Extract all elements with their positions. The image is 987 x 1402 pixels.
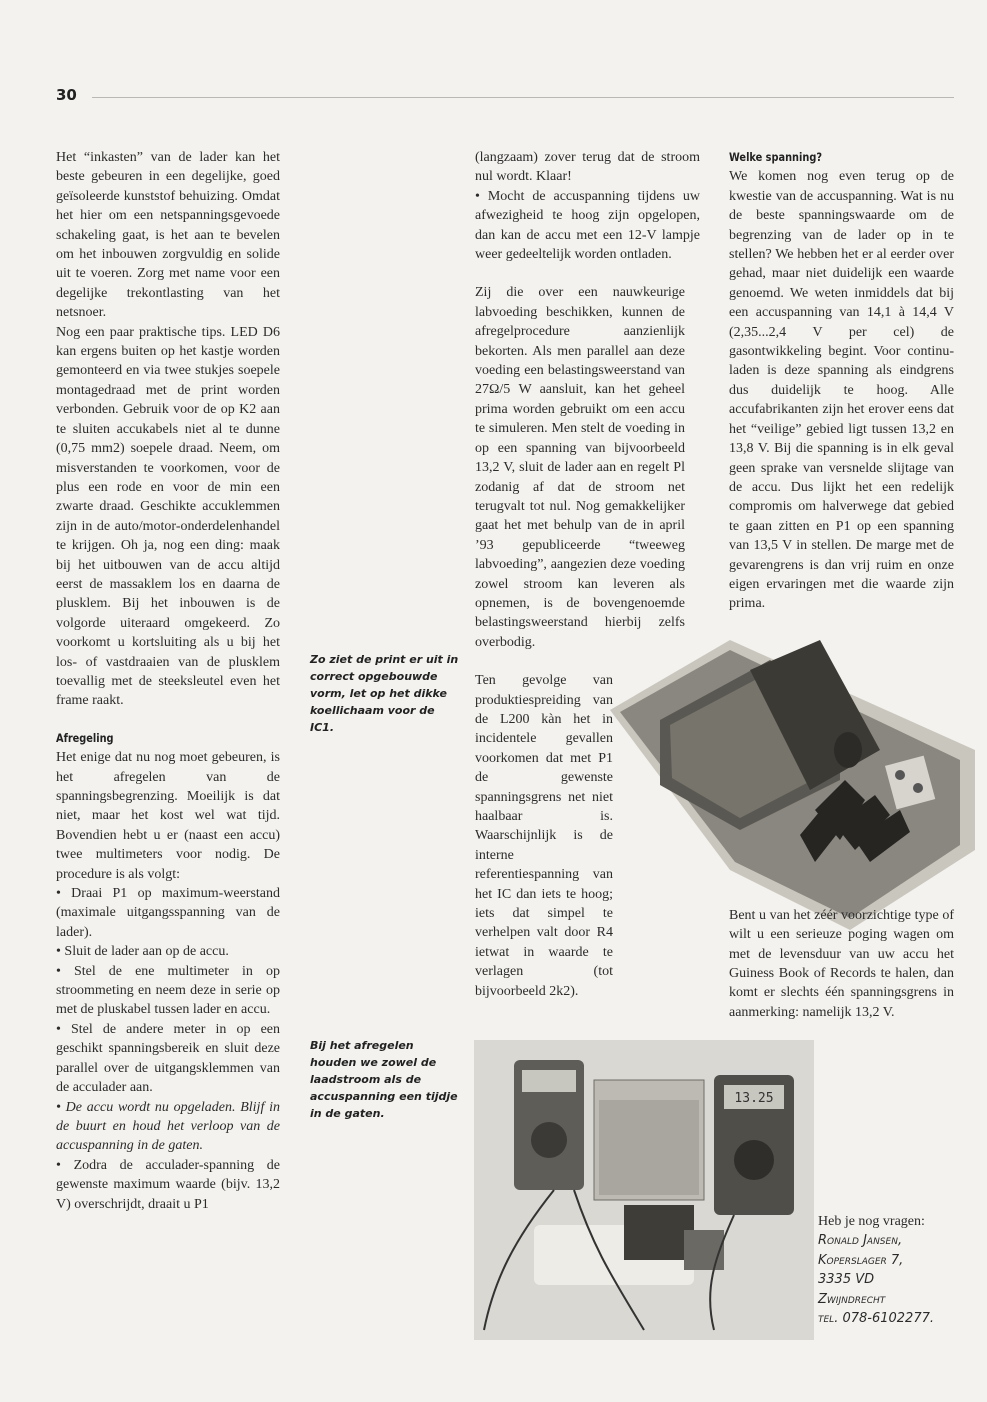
contact-postal: 3335 VD	[818, 1272, 875, 1288]
photo-caption: Zo ziet de print er uit in correct opgebouwde vorm, let op het dikke koellichaam voor de IC1.	[310, 653, 459, 734]
column-2	[475, 148, 700, 1001]
section-heading-afregeling: Afregeling	[56, 730, 114, 745]
contact-city: Zwijndrecht	[818, 1291, 886, 1307]
column-3	[729, 148, 954, 1022]
list-item: • Zodra de acculader-spanning de gewenste maximum waarde (bijv. 13,2 V) overschrijdt, draait u P1	[56, 1156, 280, 1214]
paragraph: (langzaam) zover terug dat de stroom nul wordt. Klaar!	[475, 150, 700, 185]
list-item: • De accu wordt nu opgeladen. Blijf in de buurt en houd het verloop van de accuspanning in de gaten.	[56, 1098, 280, 1156]
multimeters-photo	[474, 1040, 814, 1340]
list-item: • Stel de ene multimeter in op stroommeting en neem deze in serie op met de pluskabel tussen lader en accu.	[56, 962, 280, 1020]
header-rule	[92, 97, 954, 98]
contact-phone: tel. 078-6102277.	[818, 1311, 934, 1327]
paragraph: Zij die over een nauwkeurige labvoeding beschikken, kunnen de afregelprocedure aanzienlijk bekorten. Als men parallel aan deze voeding een belastingsweerstand van 27Ω/5 W aansluit, kan het geheel prima worden gebruikt om een accu te simuleren. Men stelt de voeding in op een spanning van bijvoorbeeld 13,2 V, sluit de lader aan en regelt Pl zodanig af dat de stroom net terugvalt tot nul. Nog gemakkelijker gaat het met behulp van de in april ’93 gepubliceerde “tweeweg labvoeding”, aangezien deze voeding zowel stroom kan leveren als opnemen, is de bovengenoemde belastingsweerstand hierbij zelfs overbodig.	[475, 285, 685, 650]
section-heading-welke-spanning: Welke spanning?	[729, 150, 822, 164]
paragraph: Ten gevolge van produktiespreiding van de L200 kàn het in incidentele gevallen voorkomen dat met P1 de gewenste spanningsgrens net niet haalbaar is. Waarschijnlijk is de interne referentiespanning van het IC dan iets te hoog; iets dat simpel te verhelpen valt door R4 ietwat in waarde te verlagen (tot bijvoorbeeld 2k2).	[475, 673, 613, 999]
paragraph: Bent u van het zéér voorzichtige type of wilt u een serieuze poging wagen om met de levensduur van uw accu het Guiness Book of Records te halen, dan komt er slechts één spanningsgrens in aanmerking: namelijk 13,2 V.	[729, 907, 954, 1020]
column-1	[56, 148, 280, 1214]
list-item: • Draai P1 op maximum-weerstand (maximale uitgangsspanning van de lader).	[56, 884, 280, 942]
paragraph: Het “inkasten” van de lader kan het beste gebeuren in een degelijke, goed geïsoleerde kunststof behuizing. Omdat het hier om een netspanningsgevoede schakeling gaat, is het aan te bevelen om het inbouwen zorgvuldig en solide uit te voeren. Zorg met name voor een degelijke trekontlasting van het netsnoer.	[56, 150, 280, 321]
page-number: 30	[56, 86, 77, 104]
meter-display: 13.25	[734, 1091, 774, 1106]
photo-caption: Bij het afregelen houden we zowel de laadstroom als de accuspanning een tijdje in de gaten.	[310, 1039, 458, 1120]
contact-street: Koperslager 7,	[818, 1252, 904, 1268]
paragraph: Het enige dat nu nog moet gebeuren, is het afregelen van de spanningsbegrenzing. Moeilijk is dat niet, maar het kost wel wat tijd. Bovendien hebt u er (naast een accu) twee multimeters voor nodig. De procedure is als volgt:	[56, 750, 280, 882]
list-item: • Stel de andere meter in op een geschikt spanningsbereik en sluit deze parallel over de uitgangsklemmen van de acculader aan.	[56, 1020, 280, 1098]
contact-intro: Heb je nog vragen:	[818, 1214, 925, 1229]
list-item: • Mocht de accuspanning tijdens uw afwezigheid te hoog zijn opgelopen, dan kan de accu met een 12-V lampje weer gedeeltelijk worden ontladen.	[475, 187, 700, 265]
list-item: • Sluit de lader aan op de accu.	[56, 942, 280, 961]
contact-name: Ronald Jansen,	[818, 1233, 903, 1249]
contact-block	[818, 1212, 978, 1328]
paragraph: Nog een paar praktische tips. LED D6 kan ergens buiten op het kastje worden gemonteerd en via twee stukjes soepele montagedraad met de print worden verbonden. Gebruik voor de op K2 aan te sluiten accukabels niet al te dunne (0,75 mm2) soepele draad. Neem, om misverstanden te voorkomen, voor de plus een rode en voor de min een zwarte draad. Geschikte accuklemmen zijn in de auto/motor-onderdelenhandel te krijgen. Oh ja, nog een ding: maak bij het uitbouwen van de accu altijd eerst de massaklem los en daarna de plusklem. Bij het inbouwen is de volgorde uiteraard omgekeerd. Zo voorkomt u kortsluiting als u bij het los- of vastdraaien van de plusklem toevallig met de steeksleutel even het frame raakt.	[56, 324, 280, 709]
paragraph: We komen nog even terug op de kwestie van de accuspanning. Wat is nu de beste spanningswaarde om de begrenzing van de lader op in te stellen? We hebben het er al eerder over gehad, maar niet duidelijk een waarde genoemd. We weten inmiddels dat bij een accuspanning van 14,1 à 14,4 V (2,35...2,4 V per cel) de gasontwikkeling begint. Voor continu-laden is deze spanning als eindgrens dus duidelijk te hoog. Alle accufabrikanten zijn het erover eens dat het “veilige” gebied ligt tussen 13,2 en 13,8 V. Bij die spanning is in elk geval geen sprake van versnelde slijtage van de accu. Dus lijkt het een redelijk compromis om halverwege dat gebied te gaan zitten en P1 op een spanning van 13,5 V in stellen. De marge met de gevarengrens is dan vrij ruim en onze eigen ervaringen met die waarde zijn prima.	[729, 169, 954, 612]
